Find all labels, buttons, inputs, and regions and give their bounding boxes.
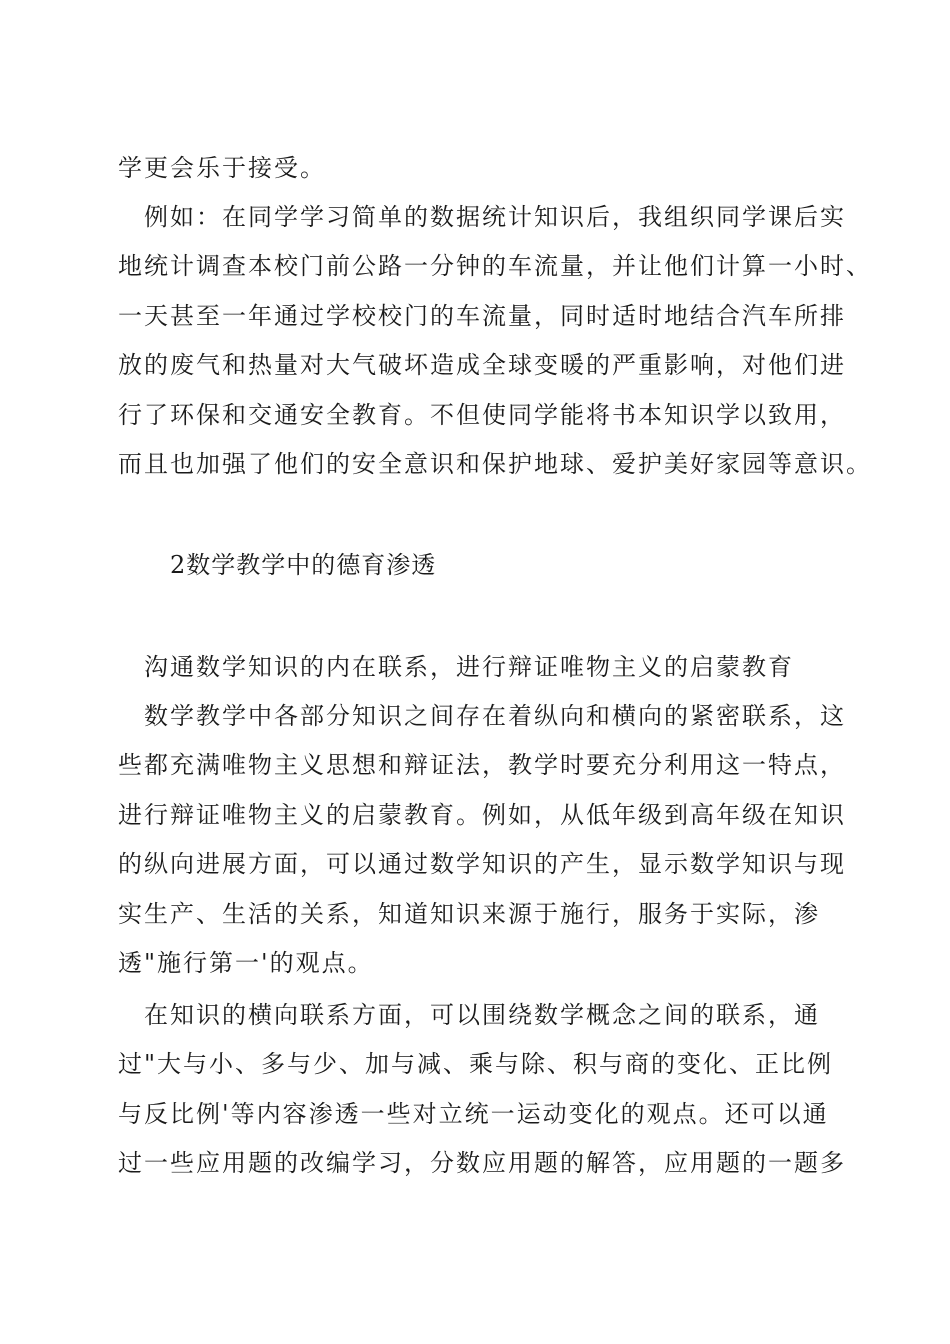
paragraph-line: 与反比例'等内容渗透一些对立统一运动变化的观点。还可以通 bbox=[118, 1100, 829, 1128]
paragraph-line: 实生产、生活的关系，知道知识来源于施行，服务于实际，渗 bbox=[118, 900, 820, 928]
paragraph-line: 例如：在同学学习简单的数据统计知识后，我组织同学课后实 bbox=[144, 203, 846, 231]
paragraph-line: 透"施行第一'的观点。 bbox=[118, 949, 374, 977]
paragraph-line: 地统计调查本校门前公路一分钟的车流量，并让他们计算一小时、 bbox=[118, 252, 872, 280]
section-heading: 2数学教学中的德育渗透 bbox=[170, 551, 437, 579]
paragraph-line: 一天甚至一年通过学校校门的车流量，同时适时地结合汽车所排 bbox=[118, 302, 846, 330]
paragraph-line: 而且也加强了他们的安全意识和保护地球、爱护美好家园等意识。 bbox=[118, 450, 872, 478]
paragraph-line: 些都充满唯物主义思想和辩证法，教学时要充分利用这一特点， bbox=[118, 751, 846, 779]
paragraph-line: 过一些应用题的改编学习，分数应用题的解答，应用题的一题多 bbox=[118, 1149, 846, 1177]
paragraph-line: 数学教学中各部分知识之间存在着纵向和横向的紧密联系，这 bbox=[144, 702, 846, 730]
paragraph-line: 行了环保和交通安全教育。不但使同学能将书本知识学以致用， bbox=[118, 401, 846, 429]
paragraph-line: 进行辩证唯物主义的启蒙教育。例如，从低年级到高年级在知识 bbox=[118, 801, 846, 829]
paragraph-line: 放的废气和热量对大气破坏造成全球变暖的严重影响，对他们进 bbox=[118, 351, 846, 379]
subheading-line: 沟通数学知识的内在联系，进行辩证唯物主义的启蒙教育 bbox=[144, 653, 794, 681]
paragraph-line: 的纵向进展方面，可以通过数学知识的产生，显示数学知识与现 bbox=[118, 850, 846, 878]
paragraph-line: 学更会乐于接受。 bbox=[118, 154, 326, 182]
paragraph-line: 过"大与小、多与少、加与减、乘与除、积与商的变化、正比例 bbox=[118, 1050, 834, 1078]
paragraph-line: 在知识的横向联系方面，可以围绕数学概念之间的联系，通 bbox=[144, 1001, 820, 1029]
